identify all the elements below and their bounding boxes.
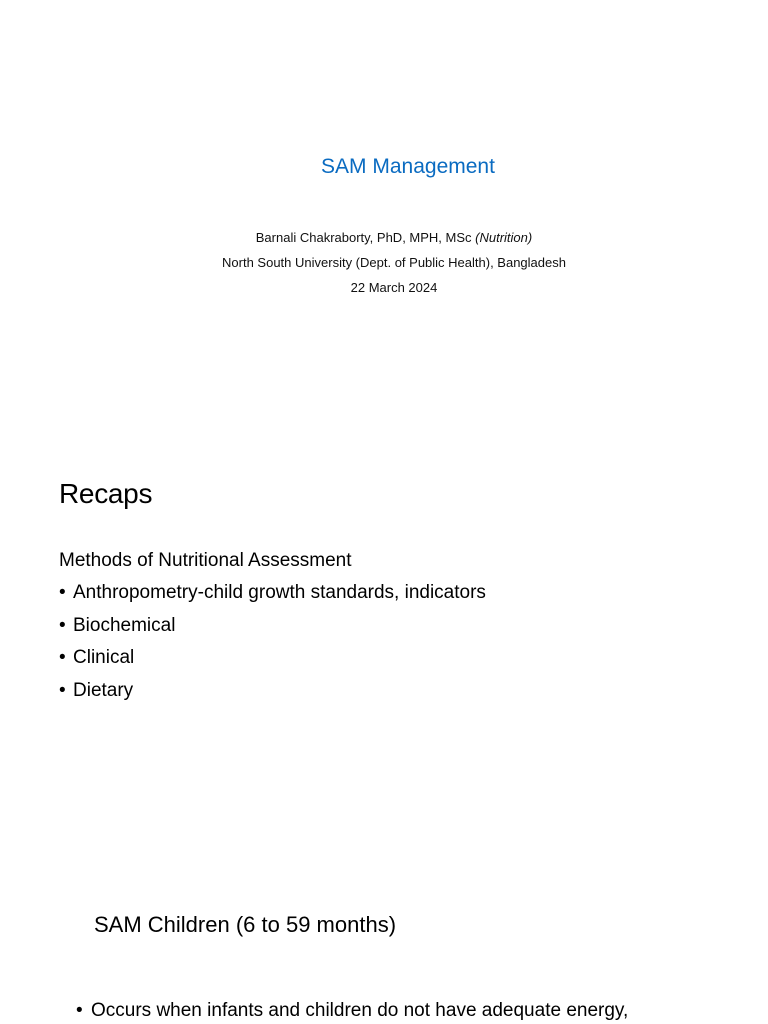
author-name: Barnali Chakraborty, PhD, MPH, MSc <box>255 230 476 245</box>
list-item <box>59 647 486 680</box>
list-item <box>76 1000 628 1022</box>
recaps-slide <box>0 420 768 870</box>
title-slide <box>0 0 768 420</box>
author-specialty: (Nutrition) <box>475 230 533 245</box>
date-line: 22 March 2024 <box>350 280 438 295</box>
list-item-text: Occurs when infants and children do not have adequate energy, <box>91 1000 629 1021</box>
affiliation-line: North South University (Dept. of Public Health), Bangladesh <box>222 255 566 270</box>
list-item-text: Dietary <box>73 679 134 701</box>
bullet-icon: • <box>59 614 66 636</box>
recaps-subheading: Methods of Nutritional Assessment <box>59 550 352 571</box>
bullet-icon: • <box>76 1000 83 1021</box>
bullet-icon: • <box>59 647 66 668</box>
list-item <box>59 582 486 615</box>
list-item <box>59 615 486 648</box>
sam-heading: SAM Children (6 to 59 months) <box>94 912 397 937</box>
list-item-text: Biochemical <box>73 614 176 636</box>
recaps-heading: Recaps <box>59 478 153 509</box>
bullet-icon: • <box>59 582 66 603</box>
list-item-text: Anthropometry-child growth standards, indicators <box>73 582 486 603</box>
sam-children-slide <box>0 870 768 1024</box>
sam-bullet-list <box>76 1000 628 1022</box>
author-line <box>0 230 768 245</box>
bullet-icon: • <box>59 679 66 701</box>
recaps-bullet-list <box>59 582 486 712</box>
list-item <box>59 680 486 713</box>
slide-title: SAM Management <box>321 155 495 178</box>
list-item-text: Clinical <box>73 647 135 668</box>
